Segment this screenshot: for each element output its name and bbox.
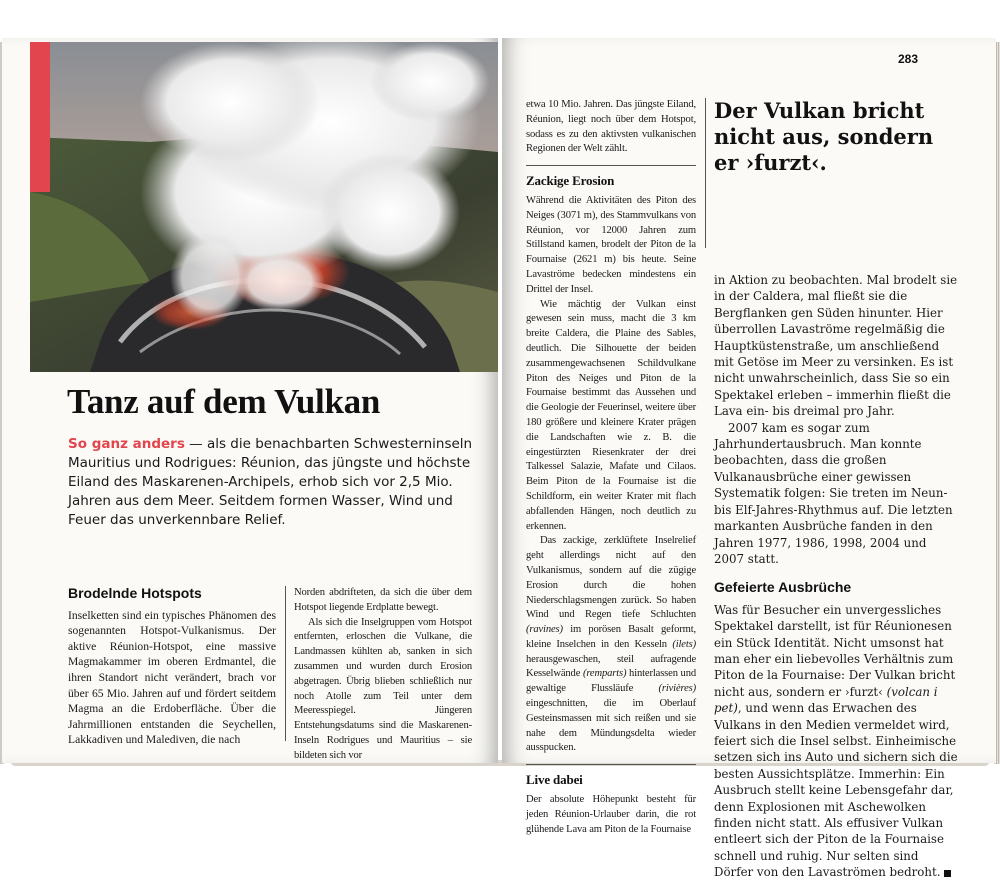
text-run: im porösen Basalt geformt, kleine Inselchen in den Kesseln bbox=[526, 624, 696, 650]
section-heading-gefeierte-ausbrueche: Gefeierte Ausbrüche bbox=[714, 579, 852, 596]
text-run: Das zackige, zerklüftete Inselrelief geht allerdings nicht auf den Vulkanismus, sondern auf die zügige Erosion durch die hohen Niederschlagsmengen zurück. So haben Wind und Regen tiefe Schluchten bbox=[526, 535, 696, 621]
column-2-paragraph-2: Als sich die Inselgruppen vom Hotspot entfernten, erloschen die Vulkane, die Landmassen kühlten ab, sanken in sich zusammen und wurden durch Erosion abgetragen. Übrig blieben schließlich nur noch Atolle zum Teil unter dem Meeresspiegel. Jüngeren Entstehungsdatums sind die Maskarenen-Inseln Rodrigues und Mauritius – sie bildeten sich vor bbox=[294, 616, 472, 761]
intro-text: — als die benachbarten Schwesterninseln Mauritius und Rodrigues: Réunion, das jüngste und höchste Eiland des Maskarenen-Archipels, erhob sich vor 2,5 Mio. Jahren aus dem Meer. Seitdem formen Wasser, Wind und Feuer das unverkennbare Relief. bbox=[68, 436, 473, 528]
page-title: Tanz auf dem Vulkan bbox=[67, 382, 381, 421]
accent-tab bbox=[30, 42, 50, 192]
volcano-eruption-image bbox=[30, 42, 498, 372]
column-3-paragraph-4 bbox=[526, 534, 696, 756]
column-4-paragraph-2: 2007 kam es sogar zum Jahrhundertausbruch. Man konnte beobachten, dass die großen Vulkanausbrüche einer gewissen Systematik folgen: Sie treten im Neun- bis Elf-Jahres-Rhythmus auf. Die letzten markanten Ausbrüche fanden in den Jahren 1977, 1986, 1998, 2004 und 2007 statt. bbox=[714, 420, 953, 566]
text-run: , und wenn das Erwachen des Vulkans in den Medien vermeldet wird, feiert sich die Insel selbst. Einheimische setzen sich ins Auto und sichern sich die besten Aussichtsplätze. Immerhin: Ein Ausbruch stellt keine Lebensgefahr dar, denn Explosionen mit Aschewolken finden nicht statt. Als effusiver Vulkan entleert sich der Piton de la Fournaise schnell und ruhig. Nur selten sind Dörfer von den Lavaströmen bedroht. bbox=[714, 701, 958, 880]
text-run-italic: (ravines) bbox=[526, 624, 563, 636]
text-run: hinterlassen und gewaltige Flussläufe bbox=[526, 668, 696, 695]
black-square-icon bbox=[944, 870, 951, 877]
column-1 bbox=[68, 586, 276, 748]
volcano-photo bbox=[30, 42, 498, 372]
column-2 bbox=[294, 586, 472, 764]
text-run-italic: (ilets) bbox=[672, 638, 696, 650]
page-number: 283 bbox=[898, 52, 919, 66]
column-3 bbox=[526, 98, 696, 837]
column-3-paragraph-1: etwa 10 Mio. Jahren. Das jüngste Eiland, Réunion, liegt noch über dem Hotspot, sodass es zu den aktivsten vulkanischen Regionen der Welt zählt. bbox=[526, 99, 696, 155]
text-run-italic: (rivières) bbox=[658, 683, 696, 695]
section-heading-brodelnde-hotspots: Brodelnde Hotspots bbox=[68, 585, 202, 601]
column-1-paragraph: Inselketten sind ein typisches Phänomen des sogenannten Hotspot-Vulkanismus. Der aktive Réunion-Hotspot, eine massive Magmakammer im oberen Erdmantel, die ihren Standort nicht verändert, brach vor über 65 Mio. Jahren auf und fördert seitdem Magma an die Erdoberfläche. Über die Jahrmillionen entstanden die Seychellen, Lakkadiven und Malediven, die nach bbox=[68, 608, 276, 747]
text-run-italic: (remparts) bbox=[582, 668, 627, 680]
text-run: Was für Besucher ein unvergessliches Spektakel darstellt, ist für Réunionesen ein Stück Identität. Nicht umsonst hat man eher ein liebevolles Verhältnis zum Piton de la Fournaise: Der Vulkan bricht nicht aus, sondern er ›furzt‹ bbox=[714, 602, 956, 699]
pull-quote: Der Vulkan bricht nicht aus, sondern er ›furzt‹. bbox=[714, 98, 934, 175]
column-2-paragraph-1: Norden abdrifteten, da sich die über dem Hotspot liegende Erdplatte bewegt. bbox=[294, 587, 472, 613]
column-4-paragraph-1: in Aktion zu beobachten. Mal brodelt sie in der Caldera, mal fließt sie die Bergflanken gen Süden hinunter. Hier überrollen Lavaströme regelmäßig die Hauptküstenstraße, um anschließend mit Getöse im Meer zu versinken. Es ist nicht unwahrscheinlich, dass Sie so ein Spektakel erleben – immerhin fließt die Lava ein- bis dreimal pro Jahr. bbox=[714, 273, 958, 419]
section-rule-zackige bbox=[526, 165, 696, 166]
column-divider-1 bbox=[285, 586, 286, 741]
text-run-italic: (volcan i pet) bbox=[714, 684, 938, 716]
section-heading-live-dabei: Live dabei bbox=[526, 772, 583, 788]
section-heading-zackige-erosion: Zackige Erosion bbox=[526, 173, 615, 189]
column-4 bbox=[714, 272, 960, 881]
column-4-paragraph-3 bbox=[714, 602, 960, 881]
column-3-paragraph-5: Der absolute Höhepunkt besteht für jeden Réunion-Urlauber darin, die rot glühende Lava am Piton de la Fournaise bbox=[526, 794, 696, 835]
text-run: eingeschnitten, die im Oberlauf Gesteinsmassen mit sich reißen und sie nahe dem Mündungsdelta wieder ausspucken. bbox=[526, 698, 696, 754]
column-divider-2 bbox=[705, 98, 706, 248]
intro-paragraph bbox=[68, 435, 478, 530]
text-run: herausgewaschen, steil aufragende Kesselwände bbox=[526, 653, 696, 680]
intro-lead: So ganz anders bbox=[68, 436, 185, 452]
section-rule-live bbox=[526, 764, 696, 765]
column-3-paragraph-2: Während die Aktivitäten des Piton des Neiges (3071 m), des Stammvulkans von Réunion, vor 12000 Jahren zum Stillstand kamen, brodelt der Piton de la Fournaise (2621 m) bis heute. Seine Lavaströme bedecken mindestens ein Drittel der Insel. bbox=[526, 194, 696, 295]
column-3-paragraph-3: Wie mächtig der Vulkan einst gewesen sein muss, macht die 3 km breite Caldera, die Plaine des Sables, deutlich. Die Silhouette der beiden zusammengewachsenen Schildvulkane Piton des Neiges und Piton de la Fournaise bestimmt das Aussehen und die Geologie der Feuerinsel, weitere über 180 größere und kleinere Krater prägen die Landschaften wie z. B. die eingestürzten Riesenkrater der drei Talkessel Salazie, Mafate und Cilaos. Beim Piton de la Fournaise ist die Schildform, ein weiter Krater mit flach abfallenden Hängen, noch deutlich zu erkennen. bbox=[526, 298, 696, 532]
